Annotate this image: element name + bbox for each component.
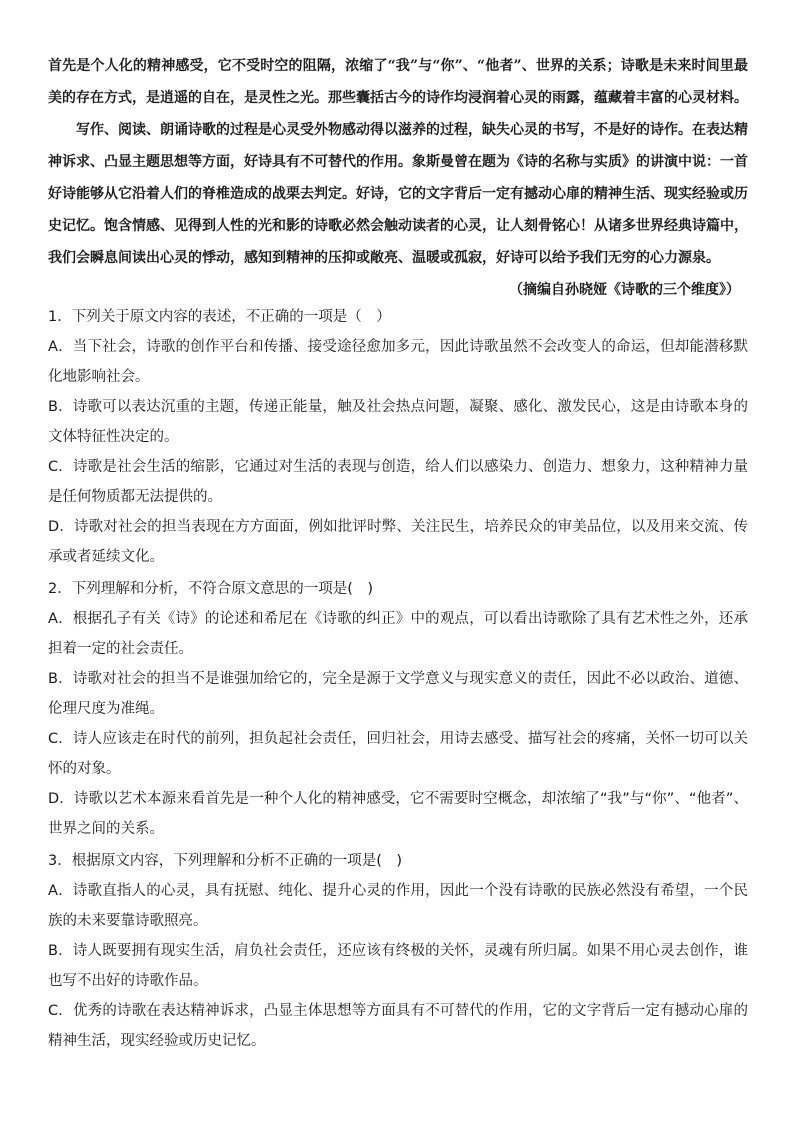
question-2-option-a: A．根据孔子有关《诗》的论述和希尼在《诗歌的纠正》中的观点，可以看出诗歌除了具有艺术性之外，还承担着一定的社会责任。	[48, 611, 748, 657]
question-3	[48, 846, 748, 1056]
question-2	[48, 574, 748, 844]
question-2-stem: 2．下列理解和分析，不符合原文意思的一项是( )	[48, 581, 374, 597]
question-1-option-b: B．诗歌可以表达沉重的主题，传递正能量，触及社会热点问题，凝聚、感化、激发民心，这是由诗歌本身的文体特征性决定的。	[48, 399, 748, 445]
question-3-option-c: C．优秀的诗歌在表达精神诉求，凸显主体思想等方面具有不可替代的作用，它的文字背后一定有撼动心扉的精神生活，现实经验或历史记忆。	[48, 1003, 748, 1049]
question-1-option-a: A．当下社会，诗歌的创作平台和传播、接受途径愈加多元，因此诗歌虽然不会改变人的命运，但却能潜移默化地影响社会。	[48, 339, 748, 385]
passage-paragraph-2: 写作、阅读、朗诵诗歌的过程是心灵受外物感动得以滋养的过程，缺失心灵的书写，不是好的诗作。在表达精神诉求、凸显主题思想等方面，好诗具有不可替代的作用。象斯曼曾在题为《诗的名称与实质》的讲演中说：一首好诗能够从它沿着人们的脊椎造成的战栗去判定。好诗，它的文字背后一定有撼动心扉的精神生活、现实经验或历史记忆。饱含情感、见得到人性的光和影的诗歌必然会触动读者的心灵，让人刻骨铭心！从诸多世界经典诗篇中，我们会瞬息间读出心灵的悸动，感知到精神的压抑或敞亮、温暖或孤寂，好诗可以给予我们无穷的心力源泉。	[48, 122, 748, 266]
question-list	[48, 300, 748, 1056]
question-3-stem: 3．根据原文内容，下列理解和分析不正确的一项是( )	[48, 853, 403, 869]
question-3-option-b: B．诗人既要拥有现实生活，肩负社会责任，还应该有终极的关怀，灵魂有所归属。如果不用心灵去创作，谁也写不出好的诗歌作品。	[48, 943, 748, 989]
question-1-option-d: D．诗歌对社会的担当表现在方方面面，例如批评时弊、关注民生，培养民众的审美品位，以及用来交流、传承或者延续文化。	[48, 519, 748, 565]
question-2-option-d: D．诗歌以艺术本源来看首先是一种个人化的精神感受，它不需要时空概念，却浓缩了“我”与“你”、“他者”、世界之间的关系。	[48, 791, 748, 837]
reading-passage	[48, 50, 748, 306]
passage-source: （摘编自孙晓娅《诗歌的三个维度》）	[509, 282, 740, 298]
question-2-option-b: B．诗歌对社会的担当不是谁强加给它的，完全是源于文学意义与现实意义的责任，因此不必以政治、道德、伦理尺度为准绳。	[48, 671, 748, 717]
question-3-option-a: A．诗歌直指人的心灵，具有抚慰、纯化、提升心灵的作用，因此一个没有诗歌的民族必然没有希望，一个民族的未来要靠诗歌照亮。	[48, 883, 748, 929]
question-1-stem: 1．下列关于原文内容的表述，不正确的一项是（ ）	[48, 309, 391, 325]
question-1	[48, 302, 748, 572]
question-2-option-c: C．诗人应该走在时代的前列，担负起社会责任，回归社会，用诗去感受、描写社会的疼痛，关怀一切可以关怀的对象。	[48, 731, 748, 777]
question-1-option-c: C．诗歌是社会生活的缩影，它通过对生活的表现与创造，给人们以感染力、创造力、想象力，这种精神力量是任何物质都无法提供的。	[48, 459, 748, 505]
passage-paragraph-1: 首先是个人化的精神感受，它不受时空的阻隔，浓缩了“我”与“你”、“他者”、世界的关系；诗歌是未来时间里最美的存在方式，是逍遥的自在，是灵性之光。那些囊括古今的诗作均浸润着心灵的雨露，蕴藏着丰富的心灵材料。	[48, 58, 748, 106]
